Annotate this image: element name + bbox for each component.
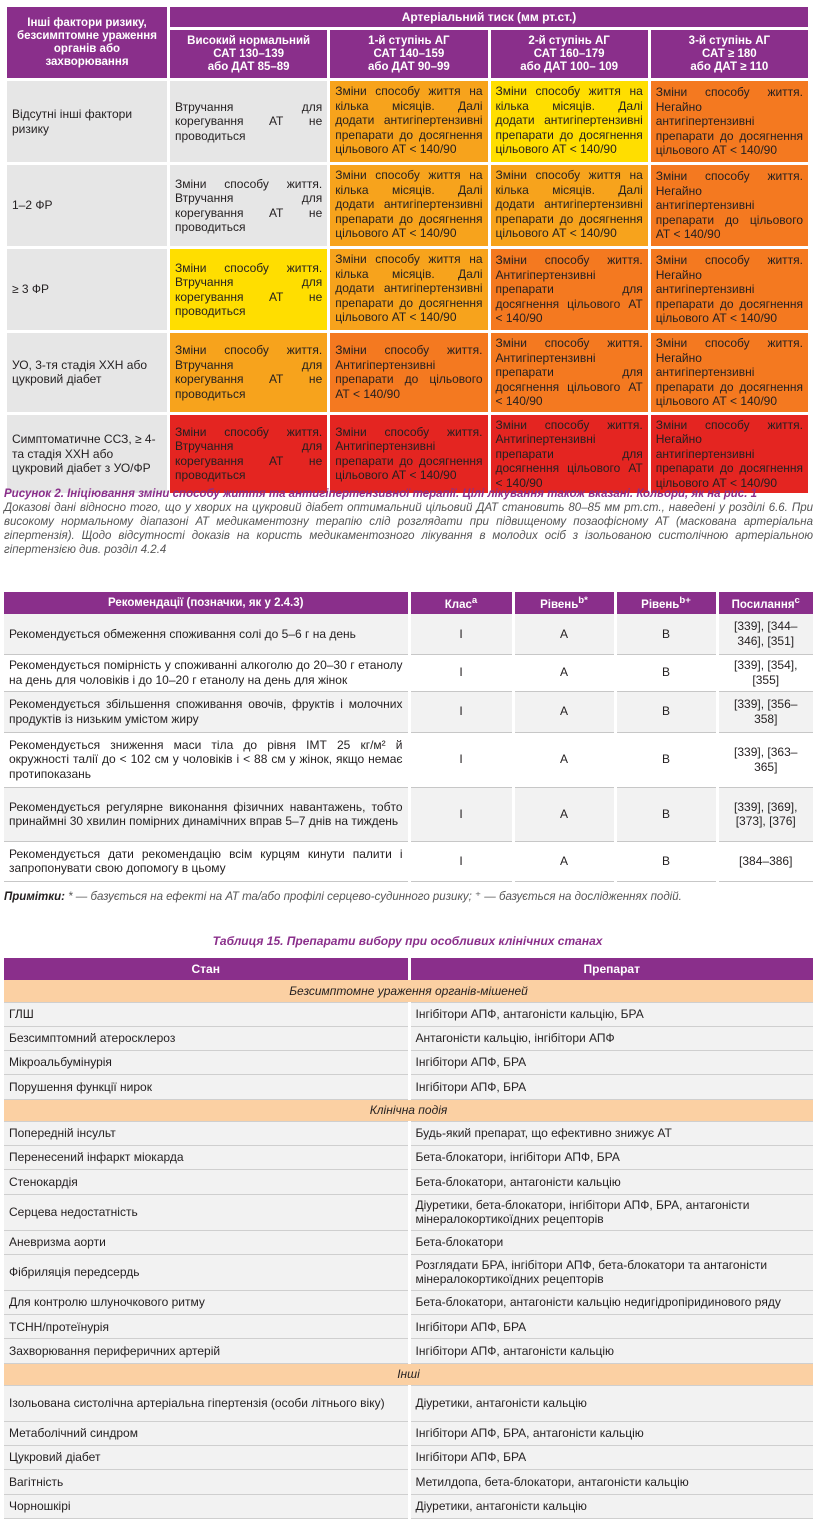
- grid-cell: Зміни способу життя. Втручання для корегування АТ не проводиться: [170, 249, 327, 330]
- table-row: Для контролю шлуночкового ритму Бета-блокатори, антагоністи кальцію недигідропіридинового ряду: [4, 1290, 813, 1314]
- section-row: Клінічна подія: [4, 1099, 813, 1121]
- grid-cell: Зміни способу життя. Антигіпертензивні препарати для досягнення цільового АТ < 140/90: [491, 249, 648, 330]
- table-row: Рекомендується зниження маси тіла до рівня ІМТ 25 кг/м² й окружності талії до < 102 см у чоловіків і < 88 см у жінок, якщо немає протипоказань I A B [339], [363–365]: [4, 732, 813, 787]
- grid-cell: Зміни способу життя. Втручання для корегування АТ не проводиться: [170, 415, 327, 494]
- table-row: Безсимптомний атеросклероз Антагоністи кальцію, інгібітори АПФ: [4, 1026, 813, 1050]
- column-header-grade-3: 3-й ступінь АГ САТ ≥ 180 або ДАТ ≥ 110: [651, 30, 808, 78]
- grid-cell: Зміни способу життя. Негайно антигіпертензивні препарати до цільового АТ < 140/90: [651, 165, 808, 246]
- grid-cell: Зміни способу життя. Негайно антигіпертензивні препарати до досягнення цільового АТ < 140/90: [651, 81, 808, 162]
- column-header-high-normal: Високий нормальний САТ 130–139 або ДАТ 85–89: [170, 30, 327, 78]
- table-row: Перенесений інфаркт міокарда Бета-блокатори, інгібітори АПФ, БРА: [4, 1145, 813, 1169]
- grid-cell: Зміни способу життя. Антигіпертензивні препарати для досягнення цільового АТ < 140/90: [491, 333, 648, 412]
- row-label: Відсутні інші фактори ризику: [7, 81, 167, 162]
- row-label: 1–2 ФР: [7, 165, 167, 246]
- notes-label: Примітки:: [4, 891, 65, 903]
- treatment-initiation-grid: [4, 4, 811, 496]
- column-header-grade-2: 2-й ступінь АГ САТ 160–179 або ДАТ 100– 109: [491, 30, 648, 78]
- table-row: Рекомендується регулярне виконання фізичних навантажень, тобто принаймні 30 хвилин помірних динамічних вправ 5–7 днів на тиждень I A B [339], [369], [373], [376]: [4, 787, 813, 841]
- table-row: Метаболічний синдром Інгібітори АПФ, БРА, антагоністи кальцію: [4, 1421, 813, 1445]
- table-row: Цукровий діабет Інгібітори АПФ, БРА: [4, 1446, 813, 1470]
- table-row: Рекомендується збільшення споживання овочів, фруктів і молочних продуктів із низьким умістом жиру I A B [339], [356–358]: [4, 691, 813, 732]
- figure-caption: [4, 487, 813, 557]
- table-row: Захворювання периферичних артерій Інгібітори АПФ, антагоністи кальцію: [4, 1339, 813, 1363]
- grid-cell: Зміни способу життя. Втручання для корегування АТ не проводиться: [170, 333, 327, 412]
- column-header-grade-1: 1-й ступінь АГ САТ 140–159 або ДАТ 90–99: [330, 30, 487, 78]
- rec-header: Рекомендації (позначки, як у 2.4.3): [4, 592, 409, 614]
- grid-cell: Зміни способу життя на кілька місяців. Далі додати антигіпертензивні препарати до досягнення цільового АТ < 140/90: [491, 165, 648, 246]
- grid-cell: Зміни способу життя. Втручання для корегування АТ не проводиться: [170, 165, 327, 246]
- blood-pressure-header: Артеріальний тиск (мм рт.ст.): [170, 7, 808, 27]
- table-row: Серцева недостатність Діуретики, бета-блокатори, інгібітори АПФ, БРА, антагоністи мінералокортикоїдних рецепторів: [4, 1194, 813, 1230]
- figure-note: Доказові дані відносно того, що у хворих на цукровий діабет оптимальний цільовий ДАТ становить 80–85 мм рт.ст., наведені у розділі 6.6. При високому нормальному діапазоні АТ медикаментозну терапію слід розглядати при підвищеному позаофісному АТ (маскована артеріальна гіпертензія). Щодо відсутності доказів на користь медикаментозного лікування в молодих осіб з ізольованою систолічною артеріальною гіпертензією див. розділ 4.2.4: [4, 502, 813, 556]
- table-row: Вагітність Метилдопа, бета-блокатори, антагоністи кальцію: [4, 1470, 813, 1494]
- grid-cell: Зміни способу життя на кілька місяців. Далі додати антигіпертензивні препарати до досягнення цільового АТ < 140/90: [330, 165, 487, 246]
- grid-cell: Зміни способу життя. Антигіпертензивні препарати для досягнення цільового АТ < 140/90: [491, 415, 648, 494]
- row-label: ≥ 3 ФР: [7, 249, 167, 330]
- drugs-of-choice-table: [4, 958, 813, 1519]
- risk-factors-header: Інші фактори ризику, безсимптомне ураження органів або захворювання: [7, 7, 167, 78]
- row-label: Симптоматичне ССЗ, ≥ 4-та стадія ХХН або цукровий діабет з УО/ФР: [7, 415, 167, 494]
- grid-cell: Втручання для корегування АТ не проводиться: [170, 81, 327, 162]
- grid-cell: Зміни способу життя. Негайно антигіпертензивні препарати до досягнення цільового АТ < 140/90: [651, 415, 808, 494]
- grid-row: [7, 81, 808, 162]
- lifestyle-recommendations-table: [4, 592, 813, 882]
- grid-cell: Зміни способу життя. Антигіпертензивні препарати до цільового АТ < 140/90: [330, 333, 487, 412]
- grid-cell: Зміни способу життя. Антигіпертензивні препарати до досягнення цільового АТ < 140/90: [330, 415, 487, 494]
- class-header: Клас$^а$: [409, 592, 513, 614]
- grid-row: [7, 415, 808, 494]
- table-row: Порушення функції нирок Інгібітори АПФ, БРА: [4, 1075, 813, 1099]
- grid-cell: Зміни способу життя на кілька місяців. Далі додати антигіпертензивні препарати до досягнення цільового АТ < 140/90: [491, 81, 648, 162]
- grid-cell: Зміни способу життя на кілька місяців. Далі додати антигіпертензивні препарати до досягнення цільового АТ < 140/90: [330, 81, 487, 162]
- grid-cell: Зміни способу життя. Негайно антигіпертензивні препарати до досягнення цільового АТ < 140/90: [651, 249, 808, 330]
- table-row: ТСНН/протеїнурія Інгібітори АПФ, БРА: [4, 1315, 813, 1339]
- table-row: Ізольована систолічна артеріальна гіпертензія (особи літнього віку) Діуретики, антагоністи кальцію: [4, 1385, 813, 1421]
- grid-cell: Зміни способу життя. Негайно антигіпертензивні препарати до досягнення цільового АТ < 140/90: [651, 333, 808, 412]
- refs-header: Посилання$^c$: [717, 592, 813, 614]
- table-row: ГЛШ Інгібітори АПФ, антагоністи кальцію, БРА: [4, 1002, 813, 1026]
- level-b-star-header: Рівень$^{b*}$: [513, 592, 615, 614]
- table-row: Мікроальбумінурія Інгібітори АПФ, БРА: [4, 1051, 813, 1075]
- notes-text: * — базується на ефекті на АТ та/або профілі серцево-судинного ризику; ⁺ — базується на дослідженнях подій.: [64, 891, 682, 903]
- state-header: Стан: [4, 958, 409, 980]
- table-row: Стенокардія Бета-блокатори, антагоністи кальцію: [4, 1170, 813, 1194]
- table-row: Аневризма аорти Бета-блокатори: [4, 1230, 813, 1254]
- table-row: Рекомендується обмеження споживання солі до 5–6 г на день I A B [339], [344–346], [351]: [4, 614, 813, 654]
- table-row: Рекомендується дати рекомендацію всім курцям кинути палити і запропонувати свою допомогу в цьому I A B [384–386]: [4, 841, 813, 881]
- section-row: Безсимптомне ураження органів-мішеней: [4, 980, 813, 1002]
- table-row: Фібриляція передсердь Розглядати БРА, інгібітори АПФ, бета-блокатори та антагоністи мінералокортикоїдних рецепторів: [4, 1254, 813, 1290]
- table-row: Рекомендується помірність у споживанні алкоголю до 20–30 г етанолу на день для чоловіків і до 10–20 г етанолу на день для жінок I A B [339], [354], [355]: [4, 654, 813, 691]
- grid-cell: Зміни способу життя на кілька місяців. Далі додати антигіпертензивні препарати до досягнення цільового АТ < 140/90: [330, 249, 487, 330]
- table-row: Чорношкірі Діуретики, антагоністи кальцію: [4, 1494, 813, 1518]
- table-row: Попередній інсульт Будь-який препарат, що ефективно знижує АТ: [4, 1121, 813, 1145]
- figure-title: Рисунок 2. Ініціювання зміни способу життя та антигіпертензивної терапії. Цілі лікування також вказані. Кольори, як на рис. 1: [4, 488, 757, 500]
- grid-row: [7, 165, 808, 246]
- drug-header: Препарат: [409, 958, 813, 980]
- table-notes: [4, 889, 813, 903]
- table-15-title: Таблиця 15. Препарати вибору при особливих клінічних станах: [212, 934, 603, 948]
- row-label: УО, 3-тя стадія ХХН або цукровий діабет: [7, 333, 167, 412]
- grid-row: [7, 249, 808, 330]
- level-b-plus-header: Рівень$^{b+}$: [615, 592, 717, 614]
- section-row: Інші: [4, 1363, 813, 1385]
- grid-row: [7, 333, 808, 412]
